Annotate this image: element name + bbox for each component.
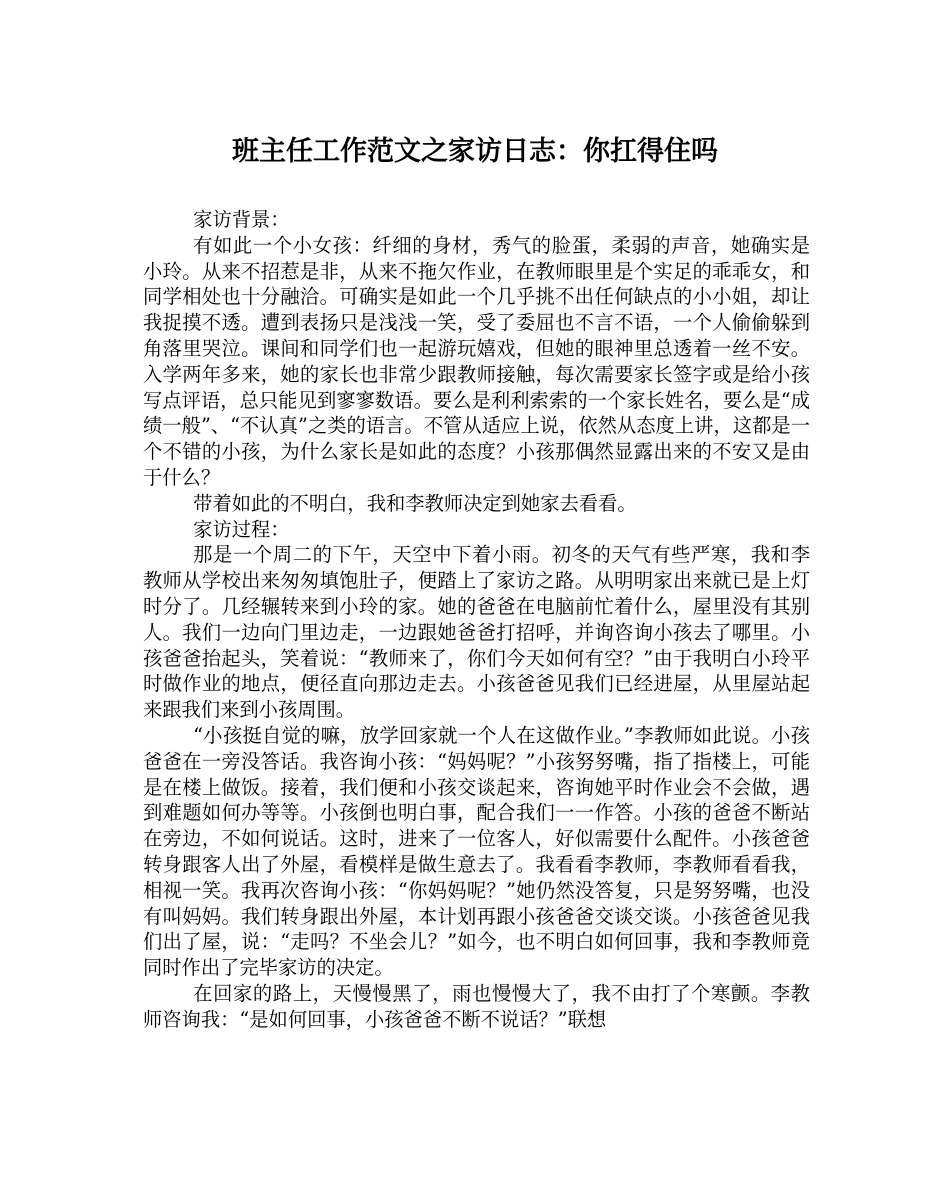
paragraph: 有如此一个小女孩：纤细的身材，秀气的脸蛋，柔弱的声音，她确实是小玲。从来不招惹是非，从来不拖欠作业，在教师眼里是个实足的乖乖女，和同学相处也十分融洽。可确实是如此一个几乎挑不出任何缺点的小小姐，却让我捉摸不透。遭到表扬只是浅浅一笑，受了委屈也不言不语，一个人偷偷躲到角落里哭泣。课间和同学们也一起游玩嬉戏，但她的眼神里总透着一丝不安。入学两年多来，她的家长也非常少跟教师接触，每次需要家长签字或是给小孩写点评语，总只能见到寥寥数语。要么是利利索索的一个家长姓名，要么是“成绩一般”、“不认真”之类的语言。不管从适应上说，依然从态度上讲，这都是一个不错的小孩，为什么家长是如此的态度？小孩那偶然显露出来的不安又是由于什么？ [143,233,810,489]
document-title: 班主任工作范文之家访日志：你扛得住吗 [232,136,718,167]
document-body [143,207,810,1033]
section-heading-process: 家访过程： [193,517,290,541]
paragraph: “小孩挺自觉的嘛，放学回家就一个人在这做作业。”李教师如此说。小孩爸爸在一旁没答话。我咨询小孩：“妈妈呢？”小孩努努嘴，指了指楼上，可能是在楼上做饭。接着，我们便和小孩交谈起来，咨询她平时作业会不会做，遇到难题如何办等等。小孩倒也明白事，配合我们一一作答。小孩的爸爸不断站在旁边，不如何说话。这时，进来了一位客人，好似需要什么配件。小孩爸爸转身跟客人出了外屋，看模样是做生意去了。我看看李教师，李教师看看我，相视一笑。我再次咨询小孩：“你妈妈呢？”她仍然没答复，只是努努嘴，也没有叫妈妈。我们转身跟出外屋，本计划再跟小孩爸爸交谈交谈。小孩爸爸见我们出了屋，说：“走吗？不坐会儿？”如今，也不明白如何回事，我和李教师竟同时作出了完毕家访的决定。 [143,723,810,980]
section-heading-background: 家访背景： [193,208,290,231]
paragraph: 在回家的路上，天慢慢黑了，雨也慢慢大了，我不由打了个寒颤。李教师咨询我：“是如何回事，小孩爸爸不断不说话？”联想 [143,981,810,1031]
paragraph: 那是一个周二的下午，天空中下着小雨。初冬的天气有些严寒，我和李教师从学校出来匆匆填饱肚子，便踏上了家访之路。从明明家出来就已是上灯时分了。几经辗转来到小玲的家。她的爸爸在电脑前忙着什么，屋里没有其别人。我们一边向门里边走，一边跟她爸爸打招呼，并询咨询小孩去了哪里。小孩爸爸抬起头，笑着说：“教师来了，你们今天如何有空？”由于我明白小玲平时做作业的地点，便径直向那边走去。小孩爸爸见我们已经进屋，从里屋站起来跟我们来到小孩周围。 [143,543,810,722]
paragraph: 带着如此的不明白，我和李教师决定到她家去看看。 [193,491,637,515]
